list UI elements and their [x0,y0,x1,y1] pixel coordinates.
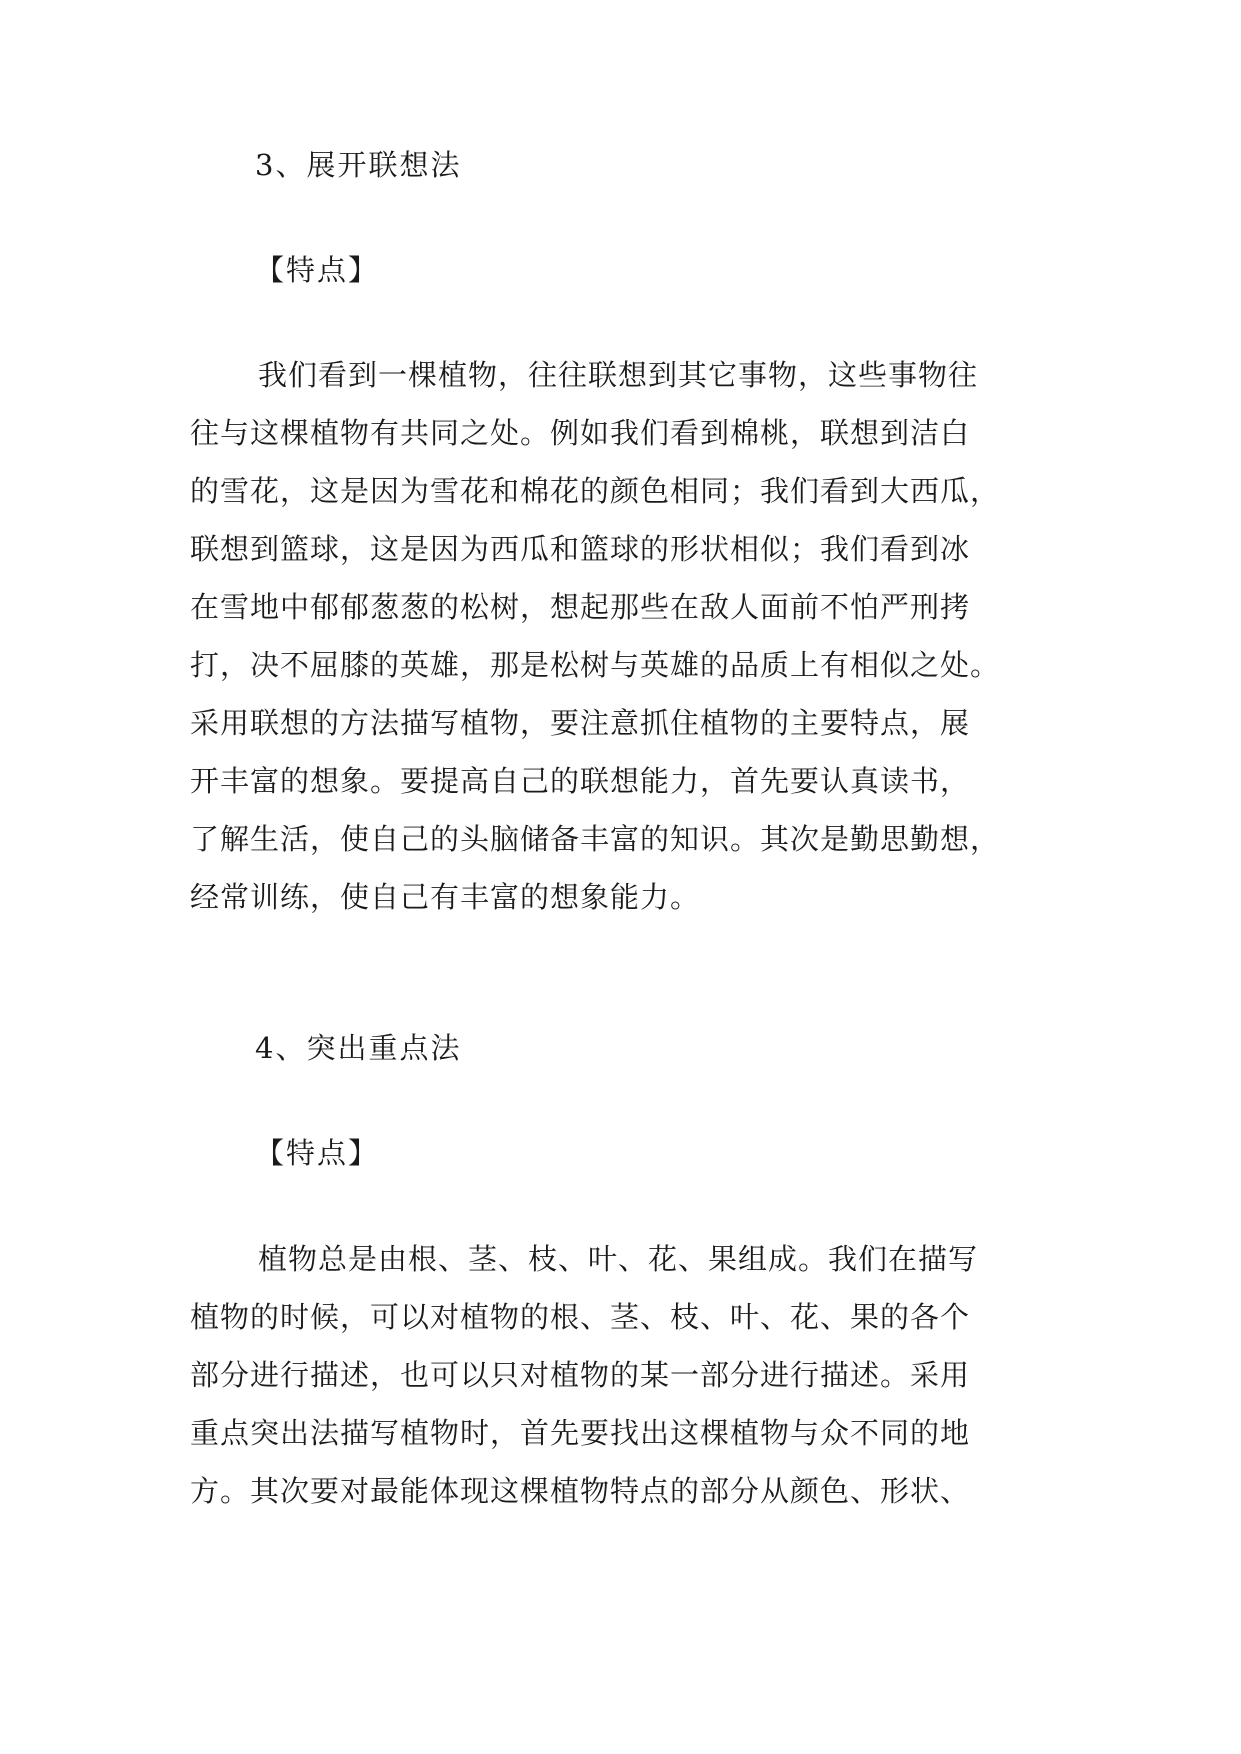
paragraph-line: 部分进行描述，也可以只对植物的某一部分进行描述。采用 [190,1358,971,1392]
paragraph-line: 打，决不屈膝的英雄，那是松树与英雄的品质上有相似之处。 [190,648,1001,682]
paragraph-line: 重点突出法描写植物时，首先要找出这棵植物与众不同的地 [190,1416,971,1450]
section-4-feature-label: 【特点】 [255,1136,380,1170]
paragraph-line: 我们看到一棵植物，往往联想到其它事物，这些事物往 [258,358,979,392]
paragraph-line: 植物的时候，可以对植物的根、茎、枝、叶、花、果的各个 [190,1300,971,1334]
section-3-paragraph [190,346,1070,926]
section-4-paragraph [190,1230,1070,1520]
paragraph-line: 采用联想的方法描写植物，要注意抓住植物的主要特点，展 [190,706,971,740]
section-3-title: 3、展开联想法 [255,148,462,182]
paragraph-line: 方。其次要对最能体现这棵植物特点的部分从颜色、形状、 [190,1474,971,1508]
paragraph-line: 的雪花，这是因为雪花和棉花的颜色相同；我们看到大西瓜， [190,474,1001,508]
paragraph-line: 植物总是由根、茎、枝、叶、花、果组成。我们在描写 [258,1242,979,1276]
paragraph-line: 经常训练，使自己有丰富的想象能力。 [190,880,701,914]
section-3-feature-label: 【特点】 [255,253,380,287]
paragraph-line: 联想到篮球，这是因为西瓜和篮球的形状相似；我们看到冰 [190,532,971,566]
paragraph-line: 了解生活，使自己的头脑储备丰富的知识。其次是勤思勤想， [190,822,1001,856]
section-4-title: 4、突出重点法 [255,1031,462,1065]
paragraph-line: 往与这棵植物有共同之处。例如我们看到棉桃，联想到洁白 [190,416,971,450]
paragraph-line: 在雪地中郁郁葱葱的松树，想起那些在敌人面前不怕严刑拷 [190,590,971,624]
paragraph-line: 开丰富的想象。要提高自己的联想能力，首先要认真读书， [190,764,971,798]
